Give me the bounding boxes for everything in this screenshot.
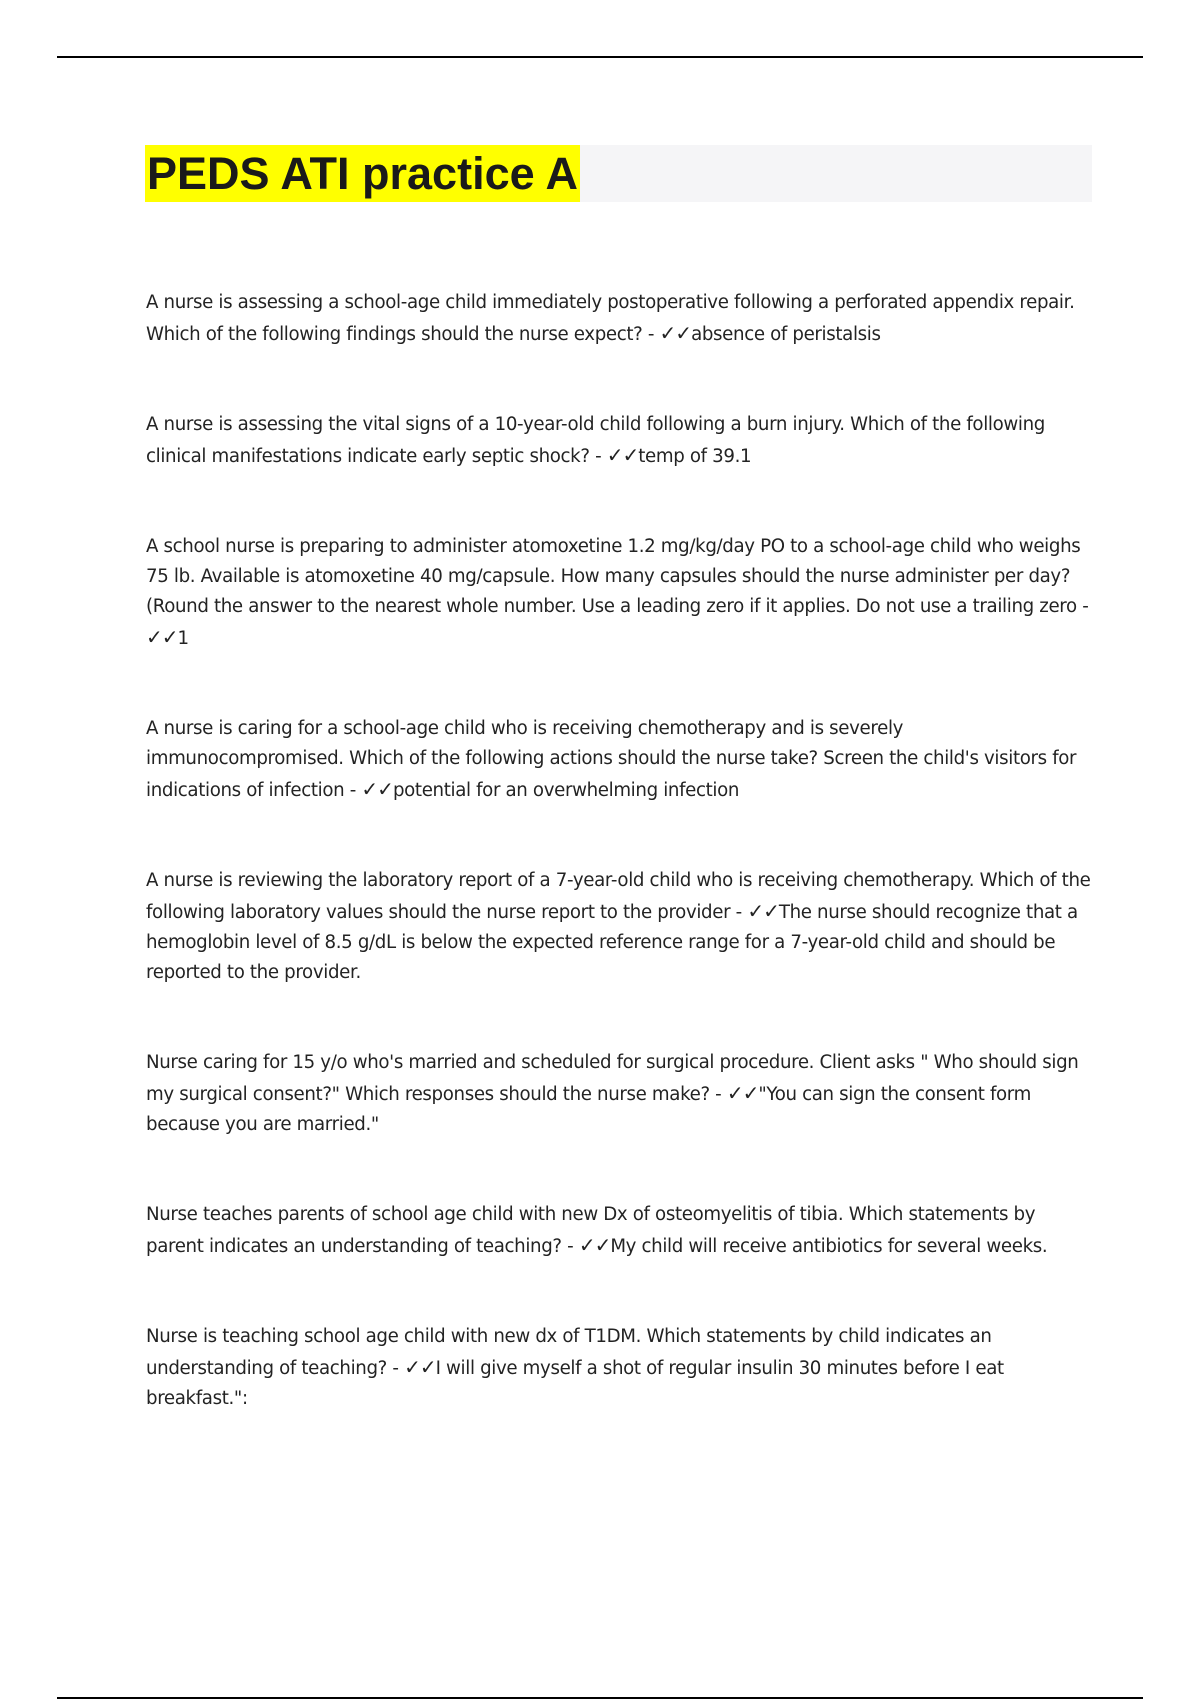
separator: - bbox=[561, 1236, 579, 1257]
double-check-icon: ✓✓ bbox=[404, 1355, 436, 1379]
qa-item bbox=[146, 1322, 1096, 1414]
bottom-rule bbox=[57, 1697, 1143, 1699]
double-check-icon: ✓✓ bbox=[659, 321, 692, 345]
answer-text: The nurse should recognize that a hemoglobin level of 8.5 g/dL is below the expected reference range for a 7-year-old child and should be reported to the provider. bbox=[146, 902, 1078, 983]
question-text: A school nurse is preparing to administer atomoxetine 1.2 mg/kg/day PO to a school-age child who weighs 75 lb. Available is atomoxetine 40 mg/capsule. How many capsules should the nurse administer per day? (Round the answer to the nearest whole number. Use a leading zero if it applies. Do not use a trailing zero bbox=[146, 536, 1081, 617]
separator: - bbox=[709, 1084, 727, 1105]
separator: - bbox=[1076, 596, 1089, 617]
question-text: A nurse is caring for a school-age child who is receiving chemotherapy and is severely immunocompromised. Which of the following actions should the nurse take? Screen the child's visitors for indications of infection bbox=[146, 718, 1077, 801]
qa-item bbox=[146, 1200, 1096, 1262]
answer-text: temp of 39.1 bbox=[638, 446, 752, 467]
separator: - bbox=[730, 902, 748, 923]
question-text: A nurse is assessing a school-age child immediately postoperative following a perforated appendix repair. Which of the following findings should the nurse expect? bbox=[146, 292, 1075, 345]
double-check-icon: ✓✓ bbox=[146, 625, 178, 649]
qa-item bbox=[146, 532, 1096, 654]
answer-text: absence of peristalsis bbox=[691, 324, 881, 345]
question-text: A nurse is assessing the vital signs of a 10-year-old child following a burn injury. Which of the following clinical manifestations indicate early septic shock? bbox=[146, 414, 1045, 467]
qa-item bbox=[146, 1048, 1096, 1140]
answer-text: "You can sign the consent form because you are married." bbox=[146, 1084, 1031, 1135]
qa-item bbox=[146, 288, 1096, 350]
separator: - bbox=[386, 1358, 405, 1379]
separator: - bbox=[589, 446, 607, 467]
double-check-icon: ✓✓ bbox=[578, 1233, 611, 1257]
qa-item bbox=[146, 410, 1096, 472]
qa-list bbox=[146, 288, 1096, 1474]
question-text: A nurse is reviewing the laboratory report of a 7-year-old child who is receiving chemotherapy. Which of the following laboratory values should the nurse report to the provider bbox=[146, 870, 1091, 923]
answer-text: I will give myself a shot of regular insulin 30 minutes before I eat breakfast.": bbox=[146, 1358, 1004, 1409]
answer-text: My child will receive antibiotics for several weeks. bbox=[610, 1236, 1048, 1257]
top-rule bbox=[57, 56, 1143, 58]
separator: - bbox=[344, 780, 362, 801]
double-check-icon: ✓✓ bbox=[747, 899, 779, 923]
qa-item bbox=[146, 866, 1096, 988]
question-text: Nurse teaches parents of school age child with new Dx of osteomyelitis of tibia. Which statements by parent indicates an understanding of teaching? bbox=[146, 1204, 1036, 1257]
double-check-icon: ✓✓ bbox=[726, 1081, 759, 1105]
double-check-icon: ✓✓ bbox=[606, 443, 639, 467]
document-title: PEDS ATI practice A bbox=[145, 145, 580, 202]
qa-item bbox=[146, 714, 1096, 806]
separator: - bbox=[642, 324, 660, 345]
answer-text: 1 bbox=[177, 628, 189, 649]
question-text: Nurse caring for 15 y/o who's married and scheduled for surgical procedure. Client asks " Who should sign my surgical consent?" Which responses should the nurse make? bbox=[146, 1052, 1079, 1105]
answer-text: potential for an overwhelming infection bbox=[392, 780, 740, 801]
double-check-icon: ✓✓ bbox=[361, 777, 393, 801]
question-text: Nurse is teaching school age child with new dx of T1DM. Which statements by child indicates an understanding of teaching? bbox=[146, 1326, 992, 1379]
